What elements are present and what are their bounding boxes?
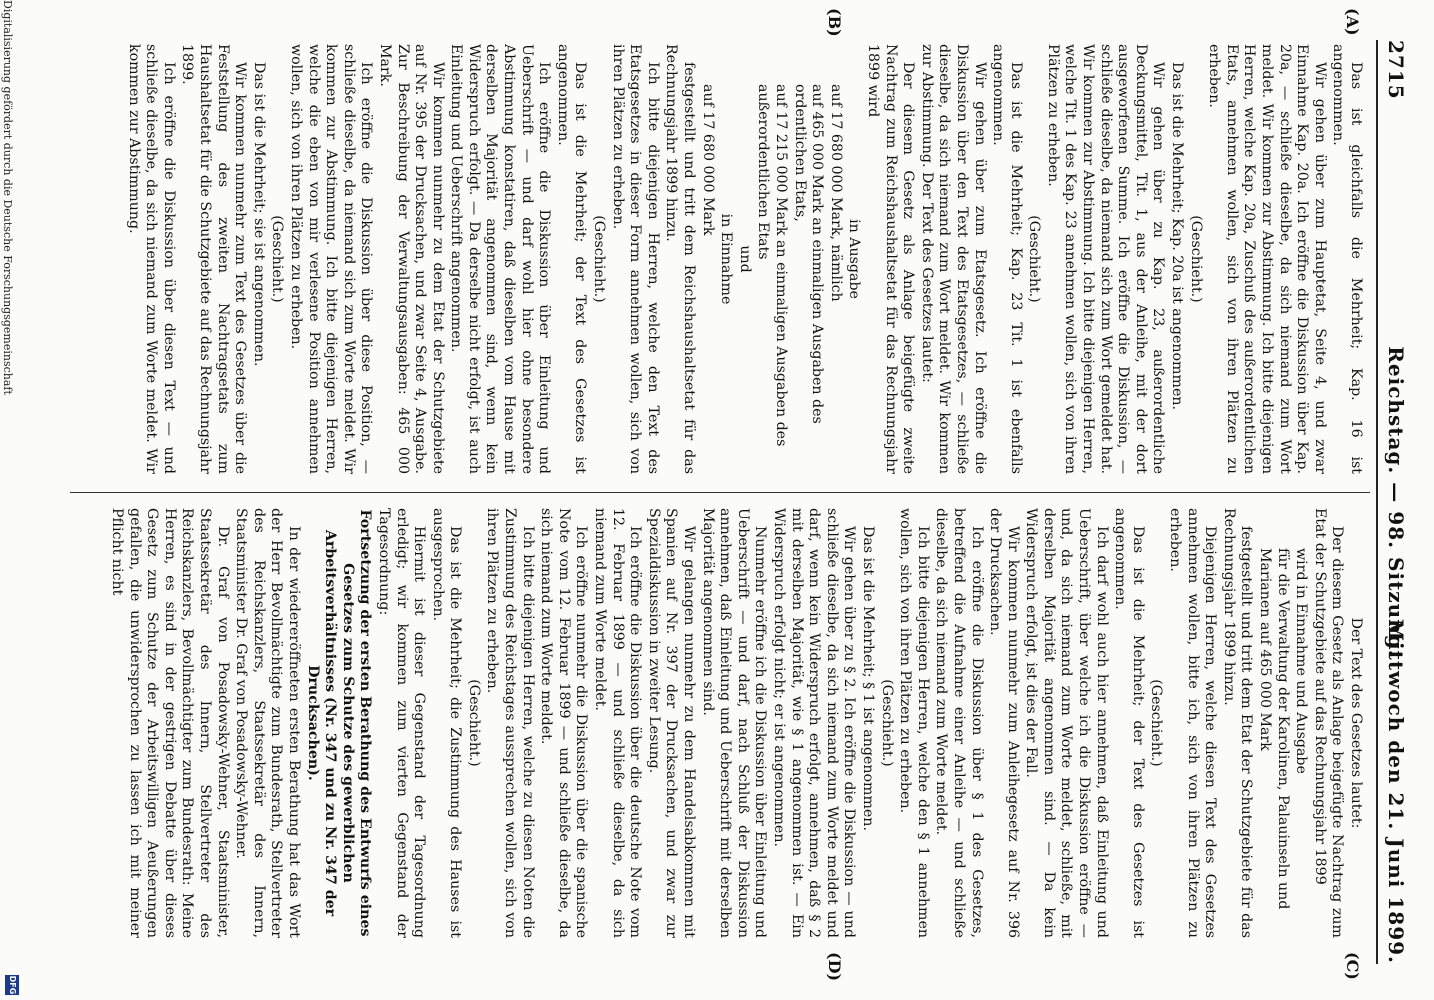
header-date: Mittwoch den 21. Juni 1899. <box>1384 618 1408 964</box>
paragraph: (Geschieht.) <box>1187 215 1204 303</box>
header-rule <box>1376 40 1378 964</box>
paragraph: Wir gelangen nunmehr zu dem Handelsabkommen mit Spanien auf Nr. 397 der Drucksachen, und zwar zur Spezialdiskussion in zweiter Lesung. <box>645 508 698 938</box>
column-divider <box>70 492 1370 493</box>
margin-mark-a: (A) <box>1343 8 1362 36</box>
paragraph: Diejenigen Herren, welche diesen Text des Gesetzes annehmen wollen, bitte ich, sich von ihren Plätzen zu erheben. <box>1167 508 1219 938</box>
margin-mark-c: (C) <box>1343 952 1362 980</box>
paragraph: Hiermit ist dieser Gegenstand der Tagesordnung erledigt; wir kommen zum vierten Gegenstand der Tagesordnung: <box>375 508 428 938</box>
paragraph: Der diesem Gesetz als Anlage beigefügte Nachtrag zum Etat der Schutzgebiete auf das Rechnungsjahr 1899 <box>1311 508 1346 938</box>
paragraph: auf 465 000 Mark an einmaligen Ausgaben des ordentlichen Etats, <box>791 84 826 424</box>
agenda-heading: Fortsetzung der ersten Berathung des Entwurfs eines Gesetzes zum Schutze des gewerblichen Arbeitsverhältnisses (Nr. 347 und zu Nr. 347 der Drucksachen). <box>304 509 374 937</box>
paragraph: (Geschieht.) <box>1148 679 1165 767</box>
paragraph: auf 17 215 000 Mark an einmaligen Ausgaben des außerordentlichen Etats <box>755 84 789 447</box>
paragraph: Ich eröffne nunmehr die Diskussion über die spanische Note vom 12. Februar 1899 — und schließe dieselbe, da sich niemand zum Worte meldet. <box>538 508 590 938</box>
paragraph: Der diesem Gesetz als Anlage beigefügte zweite Nachtrag zum Reichshaushaltsetat für das Rechnungsjahr 1899 wird <box>864 44 917 474</box>
paragraph: auf 17 680 000 Mark, nämlich <box>827 84 844 302</box>
paragraph: Wir kommen nunmehr zu dem Etat der Schutzgebiete auf Nr. 395 der Drucksachen, und zwar Seite 4, Ausgabe. Zur Beschreibung der Verwaltungsausgaben: 465 000 Mark. <box>376 44 446 474</box>
left-column <box>64 44 1364 474</box>
paragraph: Ich bitte diejenigen Herren, welche den Text des Etatsgesetzes in dieser Form annehmen wollen, sich von ihren Plätzen zu erheben. <box>609 44 661 474</box>
paragraph: Das ist die Mehrheit; die Zustimmung des Hauses ist ausgesprochen. <box>429 508 464 938</box>
paragraph: Das ist die Mehrheit; § 1 ist angenommen. <box>859 526 876 831</box>
paragraph: Das ist die Mehrheit; sie ist angenommen. <box>250 62 267 367</box>
paragraph: (Geschieht.) <box>878 679 895 767</box>
margin-mark-b: (B) <box>825 8 844 37</box>
paragraph: (Geschieht.) <box>269 215 286 303</box>
paragraph: Das ist die Mehrheit; Kap. 23 Tit. 1 ist ebenfalls angenommen. <box>990 44 1024 474</box>
paragraph: Ich bitte diejenigen Herren, welche zu diesen Noten die Zustimmung des Reichstages aussprechen wollen, sich von ihren Plätzen zu erheben. <box>484 508 536 938</box>
paragraph: Ich eröffne die Diskussion über die deutsche Note vom 12. Februar 1899 — und schließe dieselbe, da sich niemand zum Worte meldet. <box>592 508 644 938</box>
paragraph: Das ist die Mehrheit; Kap. 20a ist angenommen. <box>1169 62 1186 410</box>
paragraph: wird in Einnahme und Ausgabe <box>1293 548 1310 774</box>
page-header <box>1380 40 1414 964</box>
paragraph: Das ist die Mehrheit; der Text des Gesetzes ist angenommen. <box>554 44 589 474</box>
margin-mark-d: (D) <box>825 952 844 982</box>
paragraph: und <box>736 245 753 273</box>
digitization-credit: Digitalisierung gefördert durch die Deutsche Forschungsgemeinschaft <box>1 0 14 395</box>
page-number: 2715 <box>1384 40 1408 100</box>
paragraph: Ich eröffne die Diskussion über diese Position, — schließe dieselbe, da niemand sich zum Worte meldet. Wir kommen zur Abstimmung. Ich bitte diejenigen Herren, welche die eben von mir verlesene Position annehmen wollen, sich von ihren Plätzen zu erheben. <box>287 44 375 474</box>
paragraph: (Geschieht.) <box>465 679 482 767</box>
paragraph: Wir kommen nunmehr zum Anleihegesetz auf Nr. 396 der Drucksachen. <box>987 508 1021 938</box>
paragraph: Wir gehen über zum Etatsgesetz. Ich eröffne die Diskussion über den Text des Etatsgesetzes, — schließe dieselbe, da sich niemand zum Wort meldet. Wir kommen zur Abstimmung. Der Text des Gesetzes lautet: <box>918 44 988 474</box>
paragraph: Wir gehen über zum Hauptetat, Seite 4, und zwar Einnahme Kap. 20a. Ich eröffne die Diskussion über Kap. 20a, — schließe dieselbe, da sich niemand zum Wort meldet. Wir kommen zur Abstimmung. Ich bitte diejenigen Herren, welche Kap. 20a, Zuschuß des außerordentlichen Etats, annehmen wollen, sich von ihren Plätzen zu erheben. <box>1206 44 1328 474</box>
paragraph: Ich bitte diejenigen Herren, welche den § 1 annehmen wollen, sich von ihren Plätzen zu erheben. <box>897 508 931 938</box>
header-title: Reichstag. — 98. Sitzung. <box>1384 346 1408 658</box>
paragraph: In der wiedereröffneten ersten Berathung hat das Wort der Herr Bevollmächtigte zum Bundesrath, Stellvertreter des Reichskanzlers, Staatssekretär des Innern, Staatsminister Dr. Graf von Posadowsky-Wehner. <box>233 508 302 938</box>
paragraph: Wir kommen nunmehr zum Text des Gesetzes über die Feststellung des zweiten Nachtragsetats zum Haushaltsetat für die Schutzgebiete auf das Rechnungsjahr 1899. <box>179 44 249 474</box>
paragraph: Ich eröffne die Diskussion über Einleitung und Ueberschrift — und darf wohl hier ohne besondere Abstimmung konstatiren, daß dieselben vom Hause mit derselben Majorität angenommen sind, wenn kein Widerspruch erfolgt. — Da derselbe nicht erfolgt, ist auch Einleitung und Ueberschrift angenommen. <box>448 44 553 474</box>
paragraph: (Geschieht.) <box>591 215 608 303</box>
paragraph: Ich darf wohl auch hier annehmen, daß Einleitung und Ueberschrift, über welche ich die Diskussion eröffne — und, da sich niemand zum Worte meldet, schließe, mit derselben Majorität angenommen sind. — Da kein Widerspruch erfolgt, ist dies der Fall. <box>1023 508 1110 938</box>
paragraph: Dr. Graf von Posadowsky-Wehner, Staatsminister, Staatssekretär des Innern, Stellvertreter des Reichskanzlers, Bevollmächtigter zum Bundesrath: Meine Herren, es sind in der gestrigen Debatte über dieses Gesetz zum Schutze der Arbeitswilligen Aeußerungen gefallen, die unwidersprochen zu lassen ich mit meiner Pflicht nicht <box>109 508 231 938</box>
paragraph: festgestellt und tritt dem Etat der Schutzgebiete für das Rechnungsjahr 1899 hinzu. <box>1220 508 1255 938</box>
paragraph: auf 17 680 000 Mark <box>699 84 716 236</box>
paragraph: (Geschieht.) <box>1026 215 1043 303</box>
paragraph: Wir gehen über zu § 2. Ich eröffne die Diskussion — und schließe dieselbe, da sich niemand zum Worte meldet und darf, wenn kein Widerspruch erfolgt, annehmen, daß § 2 mit derselben Majorität, wie § 1 angenommen ist. — Ein Widerspruch erfolgt nicht; er ist angenommen. <box>771 508 858 938</box>
paragraph: in Ausgabe <box>846 219 863 299</box>
paragraph: Nunmehr eröffne ich die Diskussion über Einleitung und Ueberschrift — und darf, nach Schluß der Diskussion annehmen, daß Einleitung und Ueberschrift mit derselben Majorität angenommen sind. <box>699 508 769 938</box>
paragraph: Das ist die Mehrheit; der Text des Gesetzes ist angenommen. <box>1112 508 1146 938</box>
dfg-logo: DFG <box>5 975 19 995</box>
paragraph: in Einnahme <box>718 213 735 305</box>
right-column <box>64 508 1364 938</box>
paragraph: Wir gehen über zu Kap. 23, außerordentliche Deckungsmittel, Tit. 1, aus der Anleihe, mit der dort ausgeworfenen Summe. Ich eröffne die Diskussion, — schließe dieselbe, da niemand sich zum Wort gemeldet hat. Wir kommen zur Abstimmung. Ich bitte diejenigen Herren, welche Tit. 1 des Kap. 23 annehmen wollen, sich von ihren Plätzen zu erheben. <box>1044 44 1167 474</box>
paragraph: Der Text des Gesetzes lautet: <box>1348 617 1364 829</box>
paragraph: für die Verwaltung der Karolinen, Palauinseln und Marianen auf 465 000 Mark <box>1257 548 1291 910</box>
paragraph: Ich eröffne die Diskussion über § 1 des Gesetzes, betreffend die Aufnahme einer Anleihe — und schließe dieselbe, da sich niemand zum Worte meldet. <box>933 508 985 938</box>
paragraph: festgestellt und tritt dem Reichshaushaltsetat für das Rechnungsjahr 1899 hinzu. <box>663 44 698 474</box>
paragraph: Das ist gleichfalls die Mehrheit; Kap. 16 ist angenommen. <box>1330 44 1364 474</box>
paragraph: Ich eröffne die Diskussion über diesen Text — und schließe dieselbe, da sich niemand zum Worte meldet. Wir kommen zur Abstimmung. <box>125 44 177 474</box>
